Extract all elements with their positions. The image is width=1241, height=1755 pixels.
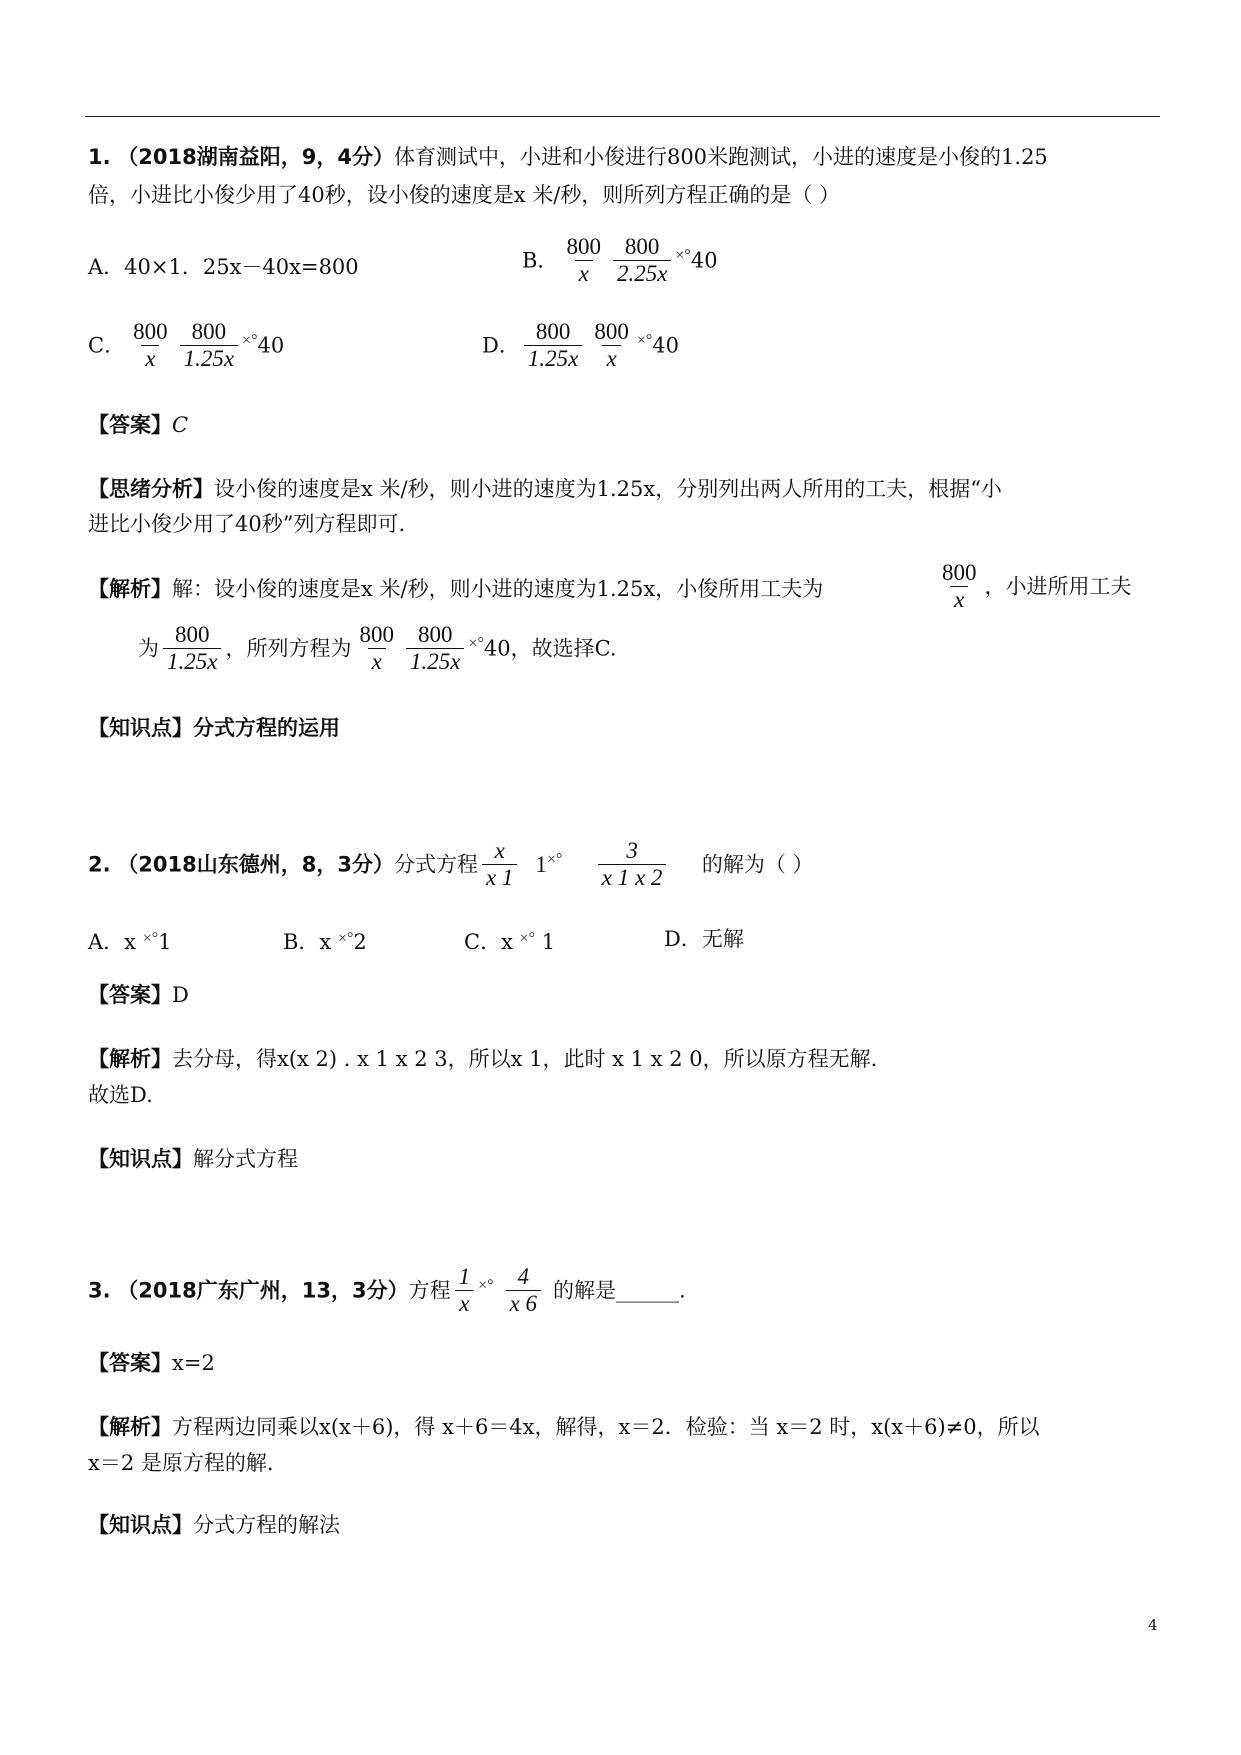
q1-sol2-mid: ，所列方程为 [225, 636, 352, 661]
q1-solution-line1 [88, 574, 823, 604]
q2-answer [88, 980, 189, 1010]
q2-option-c-value: 1 [541, 930, 556, 954]
q1-solution-line2 [138, 622, 617, 675]
q3-stem-tail: 的解是______. [553, 1278, 686, 1303]
answer-tag: 【答案】 [88, 413, 172, 437]
q1-c-frac2 [180, 319, 238, 372]
q1-option-a: A．40×1．25x－40x=800 [88, 255, 359, 279]
q3-stem [88, 1264, 686, 1317]
q1-b-f1-den: x [575, 260, 593, 287]
q1-d-f2-den: x [602, 345, 620, 372]
q1-solution-text1: 解：设小俊的速度是x 米/秒，则小进的速度为1.25x，小俊所用工夫为 [172, 577, 824, 601]
knowledge-tag: 【知识点】 [88, 716, 193, 740]
q1-b-f2-num: 800 [624, 234, 660, 259]
q1-sol2-frac1 [355, 622, 398, 675]
q3-number: 3. [88, 1278, 111, 1303]
q1-analysis-text1: 设小俊的速度是x 米/秒，则小进的速度为1.25x，分别列出两人所用的工夫，根据“小 [214, 477, 1002, 501]
q2-f2-den: x 1 x 2 [598, 864, 667, 891]
equals-glyph: ×° [675, 247, 691, 264]
q2-answer-value: D [172, 983, 189, 1007]
solution-tag: 【解析】 [88, 1047, 172, 1071]
q3-answer [88, 1348, 215, 1378]
q1-option-d-label: D． [482, 333, 520, 358]
q3-f1-den: x [455, 1290, 473, 1317]
q2-option-b [283, 924, 367, 957]
q1-c-frac1 [129, 319, 172, 372]
q2-option-b-value: 2 [353, 930, 367, 954]
equals-glyph: ×° [468, 635, 484, 652]
q2-option-c [464, 924, 555, 957]
q2-mid: 1 [535, 851, 547, 877]
analysis-tag: 【思绪分析】 [88, 477, 214, 501]
q2-stem [88, 838, 814, 891]
q3-knowledge-text: 分式方程的解法 [193, 1513, 340, 1537]
q1-sol2-f2-den: 1.25x [406, 648, 464, 675]
q1-b-frac1 [562, 234, 605, 287]
q1-option-c [88, 319, 284, 372]
q1-b-f2-den: 2.25x [613, 260, 671, 287]
q1-stem-text1: 体育测试中，小进和小俊进行800米跑测试，小进的速度是小俊的1.25 [393, 145, 1048, 169]
q1-stem-line2: 倍，小进比小俊少用了40秒，设小俊的速度是x 米/秒，则所列方程正确的是（ ） [88, 183, 840, 207]
q2-solution-line1 [88, 1044, 877, 1074]
q2-option-a-value: 1 [158, 930, 172, 954]
equals-glyph: ×° [242, 332, 258, 349]
q2-stem-head: 分式方程 [393, 852, 478, 877]
q2-option-d: D．无解 [664, 927, 744, 951]
q2-option-c-label: C．x [464, 930, 513, 954]
q2-number: 2. [88, 852, 111, 877]
q2-knowledge [88, 1144, 298, 1174]
equals-glyph: ×° [337, 930, 354, 947]
equals-glyph: ×° [546, 851, 563, 868]
q3-stem-head: 方程 [408, 1278, 451, 1303]
q2-solution-line2: 故选D. [88, 1083, 153, 1107]
q3-knowledge [88, 1510, 340, 1540]
q1-sol-frac-den: x [950, 586, 968, 613]
answer-tag: 【答案】 [88, 983, 172, 1007]
q3-solution-line1 [88, 1412, 1040, 1442]
q1-analysis-line2: 进比小俊少用了40秒”列方程即可. [88, 512, 406, 536]
q1-d-f1-num: 800 [535, 319, 571, 344]
answer-tag: 【答案】 [88, 1351, 172, 1375]
knowledge-tag: 【知识点】 [88, 1147, 193, 1171]
page-number: 4 [1148, 1616, 1158, 1634]
q1-sol2-tail: 40，故选择C. [483, 636, 617, 661]
q1-c-f2-den: 1.25x [180, 345, 238, 372]
q1-d-f2-num: 800 [594, 319, 629, 344]
q2-option-a [88, 924, 172, 957]
equals-glyph: ×° [142, 930, 159, 947]
q1-option-b [522, 234, 718, 287]
q1-answer [88, 410, 188, 440]
q3-frac1 [455, 1264, 475, 1317]
q1-c-f1-num: 800 [133, 319, 168, 344]
q1-b-f1-num: 800 [566, 234, 601, 259]
header-rule [85, 116, 1160, 117]
q2-f1-num: x [494, 838, 505, 863]
equals-glyph: ×° [636, 332, 653, 349]
equals-glyph: ×° [478, 1277, 494, 1294]
knowledge-tag: 【知识点】 [88, 1513, 193, 1537]
q1-sol2-frac2 [406, 622, 464, 675]
q1-option-b-label: B． [522, 248, 559, 273]
q1-answer-value: C [172, 413, 189, 437]
q1-number: 1. [88, 145, 111, 169]
q1-c-tail: 40 [257, 333, 285, 358]
q1-sol2-f2-num: 800 [417, 622, 453, 647]
q1-d-f1-den: 1.25x [524, 345, 582, 372]
q3-f1-num: 1 [458, 1264, 471, 1289]
q2-solution-text1: 去分母，得x(x 2) . x 1 x 2 3，所以x 1，此时 x 1 x 2 0，所以原方程无解. [172, 1047, 878, 1071]
q1-sol-frac-num: 800 [942, 560, 977, 585]
q1-sol-tail: ，小进所用工夫 [984, 574, 1132, 599]
q1-option-c-label: C． [88, 333, 126, 358]
q1-b-tail: 40 [690, 248, 718, 273]
q3-solution-line2: x＝2 是原方程的解. [88, 1451, 274, 1475]
q2-f1-den: x 1 [482, 864, 517, 891]
q3-source: （2018广东广州，13，3分） [117, 1278, 409, 1303]
q2-frac2 [566, 838, 698, 891]
q1-b-frac2 [613, 234, 671, 287]
equals-glyph: ×° [519, 930, 536, 947]
q1-sol2-f1-num: 800 [359, 622, 394, 647]
q1-sol2-head: 为 [138, 636, 159, 661]
q1-sol-frac-wrap [934, 560, 1132, 613]
q1-knowledge [88, 713, 340, 743]
q2-frac1 [482, 838, 517, 891]
solution-tag: 【解析】 [88, 1415, 172, 1439]
q1-sol2-frac [163, 622, 221, 675]
q1-option-d [482, 319, 679, 372]
q1-c-f2-num: 800 [191, 319, 227, 344]
q1-sol2-den: 1.25x [163, 648, 221, 675]
q2-knowledge-text: 解分式方程 [193, 1147, 298, 1171]
q3-answer-value: x=2 [172, 1351, 215, 1375]
q3-f2-num: 4 [517, 1264, 529, 1289]
q2-f2-num: 3 [626, 838, 638, 863]
q1-c-f1-den: x [141, 345, 159, 372]
q1-d-frac1 [524, 319, 582, 372]
q1-sol2-num: 800 [174, 622, 210, 647]
q1-knowledge-text: 分式方程的运用 [193, 716, 340, 740]
solution-tag: 【解析】 [88, 577, 172, 601]
q1-stem-line1 [88, 142, 1048, 172]
q1-source: （2018湖南益阳，9，4分） [117, 145, 394, 169]
q1-sol2-f1-den: x [368, 648, 386, 675]
q1-sol-frac [938, 560, 981, 613]
q1-d-frac2 [590, 319, 633, 372]
q2-option-b-label: B．x [283, 930, 332, 954]
q3-frac2 [498, 1264, 550, 1317]
q3-f2-den: x 6 [506, 1290, 541, 1317]
q2-source: （2018山东德州，8，3分） [117, 852, 394, 877]
q1-analysis-line1 [88, 474, 1002, 504]
q3-solution-text1: 方程两边同乘以x(x＋6)，得 x＋6＝4x，解得，x＝2．检验：当 x＝2 时，x(x＋6)≠0，所以 [172, 1415, 1040, 1439]
q2-stem-tail: 的解为（ ） [701, 852, 814, 877]
q2-option-a-label: A．x [88, 930, 137, 954]
q1-d-tail: 40 [652, 333, 679, 358]
